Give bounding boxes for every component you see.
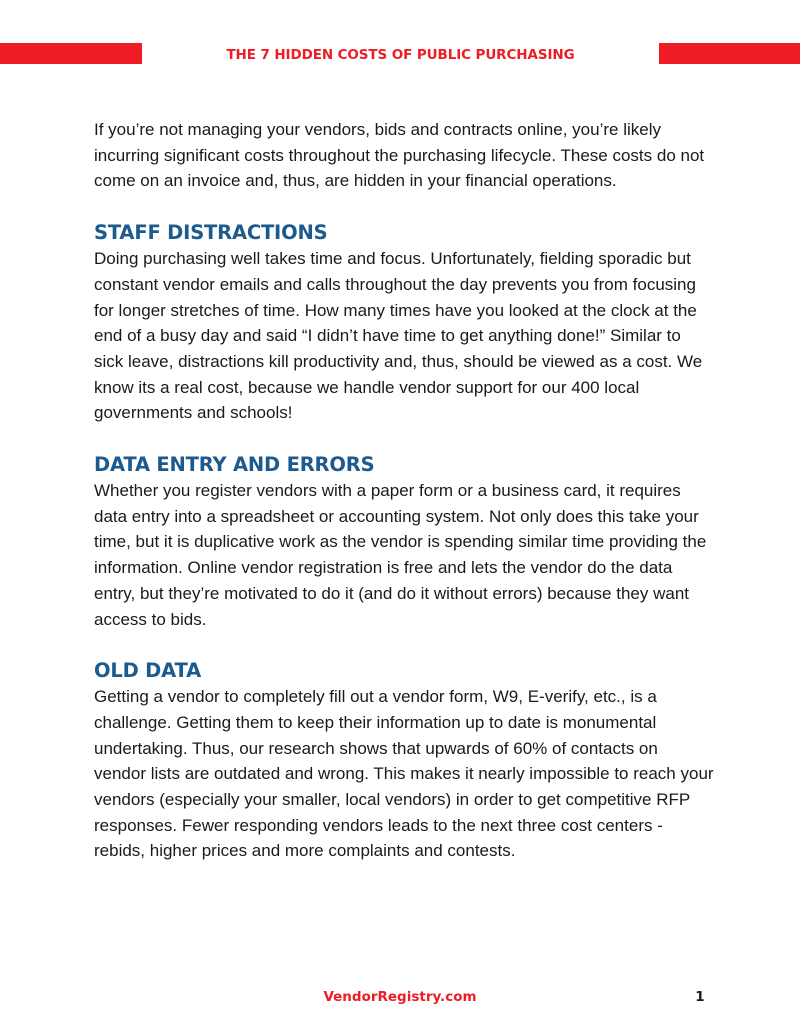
- section-data-entry-and-errors: [94, 451, 714, 632]
- section-heading: OLD DATA: [94, 659, 202, 683]
- page-number: 1: [695, 989, 705, 1005]
- intro-paragraph: If you’re not managing your vendors, bids and contracts online, you’re likely incurring significant costs throughout the purchasing lifecycle. These costs do not come on an invoice and, thus, are hidden in your financial operations.: [94, 120, 705, 191]
- section-body: Doing purchasing well takes time and focus. Unfortunately, fielding sporadic but constant vendor emails and calls throughout the day prevents you from focusing for longer stretches of time. How many times have you looked at the clock at the end of a busy day and said “I didn’t have time to get anything done!” Similar to sick leave, distractions kill productivity and, thus, should be viewed as a cost. We know its a real cost, because we handle vendor support for our 400 local governments and schools!: [94, 249, 703, 423]
- section-heading: STAFF DISTRACTIONS: [94, 221, 328, 245]
- document-body: [94, 117, 714, 889]
- page-header-title: THE 7 HIDDEN COSTS OF PUBLIC PURCHASING: [226, 47, 575, 63]
- section-old-data: [94, 657, 714, 864]
- header-accent-bar-left: [0, 43, 142, 64]
- section-heading: DATA ENTRY AND ERRORS: [94, 453, 375, 477]
- section-staff-distractions: [94, 219, 714, 426]
- section-body: Whether you register vendors with a paper form or a business card, it requires data entry into a spreadsheet or accounting system. Not only does this take your time, but it is duplicative work as the vendor is spending similar time providing the information. Online vendor registration is free and lets the vendor do the data entry, but they’re motivated to do it (and do it without errors) because they want access to bids.: [94, 481, 707, 629]
- section-body: Getting a vendor to completely fill out a vendor form, W9, E-verify, etc., is a challenge. Getting them to keep their information up to date is monumental undertaking. Thus, our research shows that upwards of 60% of contacts on vendor lists are outdated and wrong. This makes it nearly impossible to reach your vendors (especially your smaller, local vendors) in order to get competitive RFP responses. Fewer responding vendors leads to the next three cost centers - rebids, higher prices and more complaints and contests.: [94, 687, 714, 861]
- header-accent-bar-right: [659, 43, 800, 64]
- footer-site-link[interactable]: VendorRegistry.com: [323, 989, 477, 1005]
